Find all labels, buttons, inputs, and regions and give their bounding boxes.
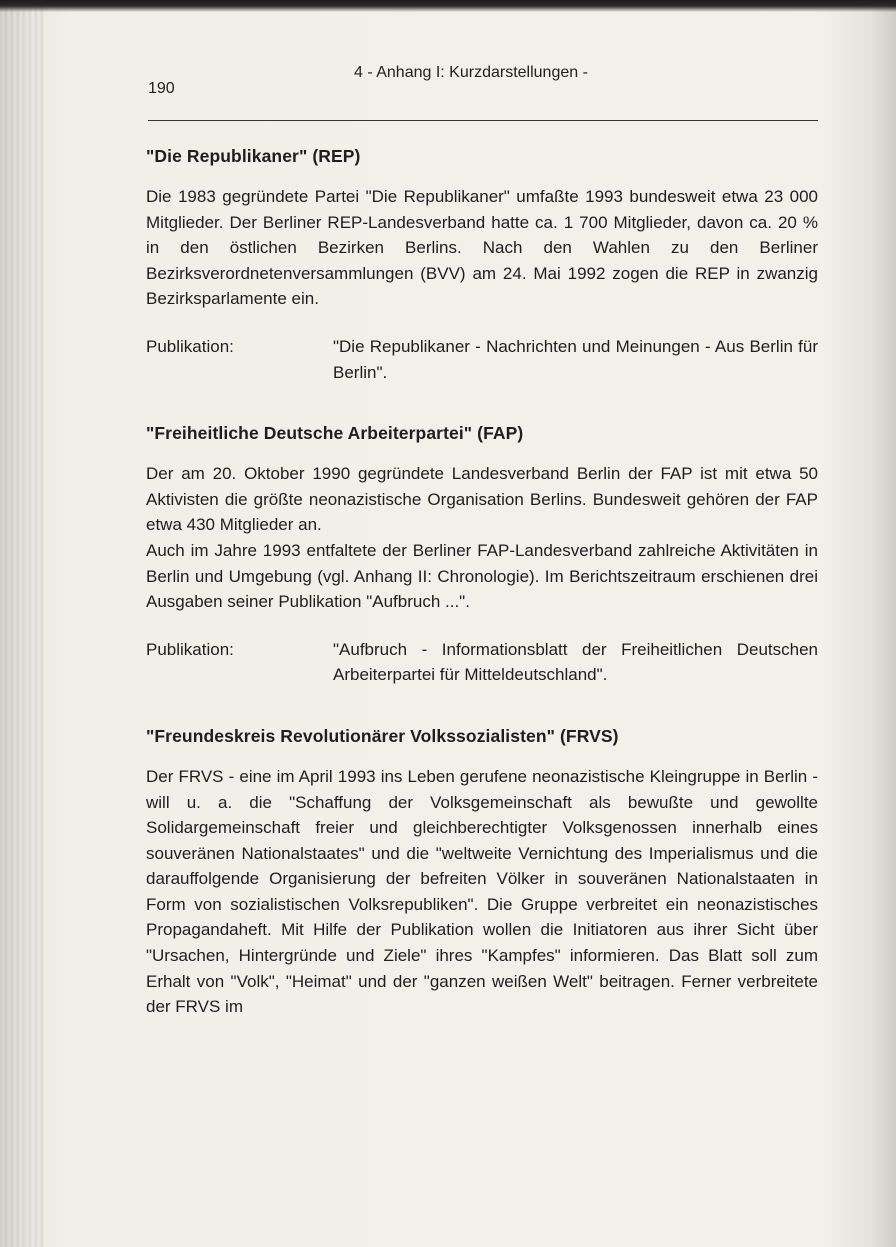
publication-entry	[146, 334, 818, 385]
page-binding-shadow	[0, 0, 44, 1247]
section-heading: "Freiheitliche Deutsche Arbeiterpartei" (FAP)	[146, 423, 524, 444]
header-rule	[148, 120, 818, 121]
publication-label: Publikation:	[146, 336, 234, 356]
body-paragraph: Der FRVS - eine im April 1993 ins Leben gerufene neonazistische Kleingruppe in Berlin - will u. a. die "Schaffung der Volksgemeinschaft als bewußte und gewollte Solidargemeinschaft freier und gleichberechtigter Volksgenossen innerhalb eines souveränen Nationalstaates" und die "weltweite Vernichtung des Imperialismus und die darauffolgende Organisierung der befreiten Völker in souveränen Nationalstaaten in Form von sozialistischen Volksrepubliken". Die Gruppe verbreitet ein neonazistisches Propagandaheft. Mit Hilfe der Publikation wollen die Initiatoren aus ihrer Sicht über "Ursachen, Hintergründe und Ziele" ihres "Kampfes" informieren. Das Blatt soll zum Erhalt von "Volk", "Heimat" und der "ganzen weißen Welt" beitragen. Ferner verbreitete der FRVS im	[146, 766, 818, 1017]
running-head: 4 - Anhang I: Kurzdarstellungen -	[354, 64, 588, 81]
section-fap	[146, 423, 818, 688]
body-paragraph: Die 1983 gegründete Partei "Die Republikaner" umfaßte 1993 bundesweit etwa 23 000 Mitglieder. Der Berliner REP-Landesverband hatte ca. 1 700 Mitglieder, davon ca. 20 % in den östlichen Bezirken Berlins. Nach den Wahlen zu den Berliner Bezirksverordnetenversammlungen (BVV) am 24. Mai 1992 zogen die REP in zwanzig Bezirksparlamente ein.	[146, 187, 818, 309]
page-top-edge	[0, 0, 896, 12]
body-paragraph: Auch im Jahre 1993 entfaltete der Berliner FAP-Landesverband zahlreiche Aktivitäten in Berlin und Umgebung (vgl. Anhang II: Chronologie). Im Berichtszeitraum erschienen drei Ausgaben seiner Publikation "Aufbruch ...".	[146, 540, 818, 612]
page-number: 190	[148, 80, 175, 97]
body-paragraph: Der am 20. Oktober 1990 gegründete Landesverband Berlin der FAP ist mit etwa 50 Aktivisten die größte neonazistische Organisation Berlins. Bundesweit gehören der FAP etwa 430 Mitglieder an.	[146, 464, 818, 535]
page-content	[146, 146, 818, 1058]
section-heading: "Die Republikaner" (REP)	[146, 146, 361, 166]
section-rep	[146, 146, 818, 385]
section-heading: "Freundeskreis Revolutionärer Volkssozialisten" (FRVS)	[146, 725, 619, 746]
publication-entry	[146, 637, 818, 688]
section-frvs	[146, 726, 818, 1020]
publication-label: Publikation:	[146, 639, 234, 659]
publication-title: "Aufbruch - Informationsblatt der Freiheitlichen Deutschen Arbeiterpartei für Mitteldeutschland".	[333, 639, 818, 685]
publication-title: "Die Republikaner - Nachrichten und Meinungen - Aus Berlin für Berlin".	[333, 336, 818, 382]
